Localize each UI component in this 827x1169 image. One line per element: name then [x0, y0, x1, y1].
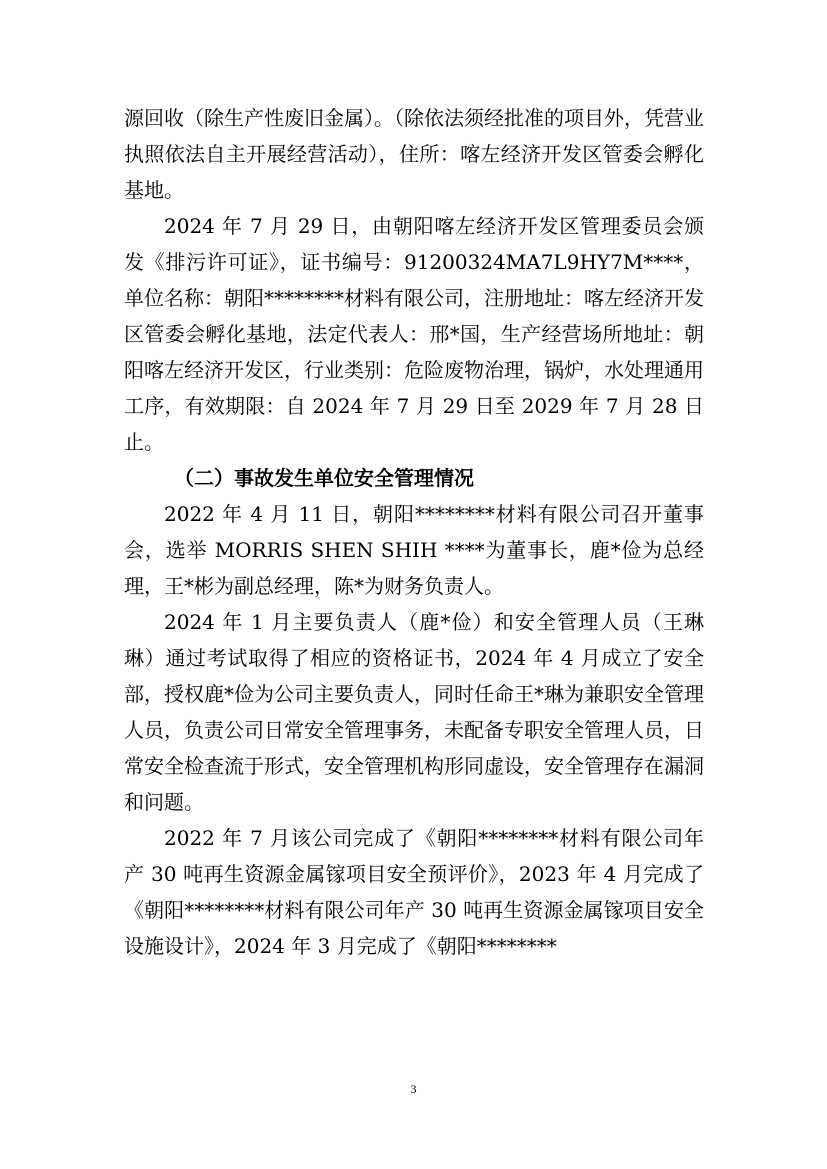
page-number: 3 [410, 1082, 417, 1096]
paragraph-safety-evaluation: 2022 年 7 月该公司完成了《朝阳********材料有限公司年产 30 吨再生资源金属镓项目安全预评价》，2023 年 4 月完成了《朝阳********材料有限公司年产 30 吨再生资源金属镓项目安全设施设计》，2024 年 3 月完成了《朝阳******** [124, 826, 704, 958]
paragraph-safety-personnel: 2024 年 1 月主要负责人（鹿*俭）和安全管理人员（王琳琳）通过考试取得了相应的资格证书，2024 年 4 月成立了安全部，授权鹿*俭为公司主要负责人，同时任命王*琳为兼职安全管理人员，负责公司日常安全管理事务，未配备专职安全管理人员，日常安全检查流于形式，安全管理机构形同虚设，安全管理存在漏洞和问题。 [124, 610, 704, 814]
section-heading: （二）事故发生单位安全管理情况 [174, 466, 474, 490]
paragraph-board-meeting: 2022 年 4 月 11 日，朝阳********材料有限公司召开董事会，选举 MORRIS SHEN SHIH ****为董事长，鹿*俭为总经理，王*彬为副总经理，陈*为财务负责人。 [124, 502, 704, 598]
paragraph-pollutant-permit: 2024 年 7 月 29 日，由朝阳喀左经济开发区管理委员会颁发《排污许可证》，证书编号：91200324MA7L9HY7M****，单位名称：朝阳********材料有限公司，注册地址：喀左经济开发区管委会孵化基地，法定代表人：邢*国，生产经营场所地址：朝阳喀左经济开发区，行业类别：危险废物治理，锅炉，水处理通用工序，有效期限：自 2024 年 7 月 29 日至 2029 年 7 月 28 日止。 [124, 214, 704, 454]
paragraph-business-scope: 源回收（除生产性废旧金属）。（除依法须经批准的项目外，凭营业执照依法自主开展经营活动），住所：喀左经济开发区管委会孵化基地。 [124, 106, 704, 202]
document-body [124, 100, 704, 964]
